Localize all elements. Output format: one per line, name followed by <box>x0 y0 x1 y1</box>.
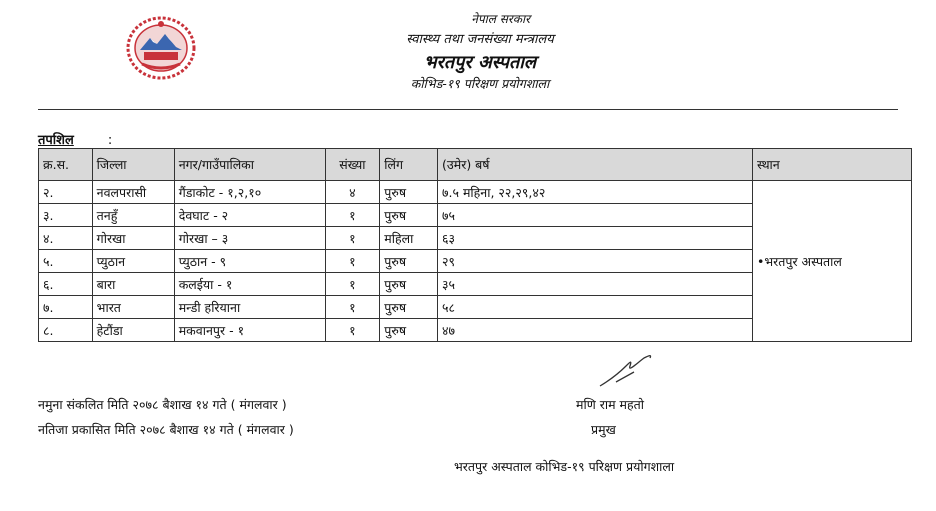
cell-age: ७५ <box>438 204 753 227</box>
cell-district: भारत <box>92 296 174 319</box>
details-label: तपशिल <box>38 133 74 148</box>
cell-place: •भरतपुर अस्पताल <box>752 181 911 342</box>
cell-municipality: देवघाट - २ <box>174 204 325 227</box>
hospital-title: भरतपुर अस्पताल <box>423 52 537 73</box>
results-table <box>38 148 912 342</box>
cell-age: ७.५ महिना, २२,२९,४२ <box>438 181 753 204</box>
header-divider <box>38 109 898 110</box>
cell-sn: ७. <box>39 296 93 319</box>
lab-title: कोभिड-१९ परिक्षण प्रयोगशाला <box>410 76 550 91</box>
header-count: संख्या <box>325 149 380 181</box>
header-sn: क्र.स. <box>39 149 93 181</box>
cell-count: १ <box>325 273 380 296</box>
cell-district: नवलपरासी <box>92 181 174 204</box>
table-header-row <box>39 149 912 181</box>
cell-sex: पुरुष <box>380 181 438 204</box>
cell-municipality: मन्डी हरियाना <box>174 296 325 319</box>
cell-sn: ५. <box>39 250 93 273</box>
header-district: जिल्ला <box>92 149 174 181</box>
cell-sn: ८. <box>39 319 93 342</box>
cell-age: ५८ <box>438 296 753 319</box>
header-age: (उमेर) बर्ष <box>438 149 753 181</box>
header-municipality: नगर/गाउँपालिका <box>174 149 325 181</box>
cell-count: १ <box>325 204 380 227</box>
header-place: स्थान <box>752 149 911 181</box>
government-title: नेपाल सरकार <box>471 12 530 26</box>
cell-sn: ४. <box>39 227 93 250</box>
cell-municipality: प्युठान - ९ <box>174 250 325 273</box>
cell-sn: २. <box>39 181 93 204</box>
signatory-title: प्रमुख <box>591 422 616 437</box>
cell-sex: महिला <box>380 227 438 250</box>
cell-municipality: कलईया - १ <box>174 273 325 296</box>
cell-district: गोरखा <box>92 227 174 250</box>
details-heading <box>38 130 112 148</box>
cell-sex: पुरुष <box>380 204 438 227</box>
sample-collection-date: नमुना संकलित मिति २०७८ बैशाख १४ गते ( मंगलवार ) <box>38 397 287 412</box>
signatory-name: मणि राम महतो <box>576 397 644 412</box>
cell-age: ४७ <box>438 319 753 342</box>
cell-count: १ <box>325 296 380 319</box>
cell-district: तनहुँ <box>92 204 174 227</box>
cell-sn: ६. <box>39 273 93 296</box>
cell-sn: ३. <box>39 204 93 227</box>
ministry-title: स्वास्थ्य तथा जनसंख्या मन्त्रालय <box>406 32 554 47</box>
cell-district: बारा <box>92 273 174 296</box>
cell-age: २९ <box>438 250 753 273</box>
nepal-government-emblem <box>124 14 198 80</box>
cell-sex: पुरुष <box>380 273 438 296</box>
cell-municipality: गैंडाकोट - १,२,१० <box>174 181 325 204</box>
result-publish-date: नतिजा प्रकासित मिति २०७८ बैशाख १४ गते ( मंगलवार ) <box>38 422 294 437</box>
cell-age: ६३ <box>438 227 753 250</box>
cell-district: प्युठान <box>92 250 174 273</box>
cell-district: हेटौंडा <box>92 319 174 342</box>
lab-signature-line: भरतपुर अस्पताल कोभिड-१९ परिक्षण प्रयोगशाला <box>454 459 675 474</box>
cell-municipality: गोरखा – ३ <box>174 227 325 250</box>
details-colon: : <box>107 133 113 148</box>
cell-age: ३५ <box>438 273 753 296</box>
cell-count: १ <box>325 319 380 342</box>
cell-municipality: मकवानपुर - १ <box>174 319 325 342</box>
cell-sex: पुरुष <box>380 319 438 342</box>
cell-count: १ <box>325 250 380 273</box>
cell-sex: पुरुष <box>380 250 438 273</box>
signature <box>596 352 656 392</box>
cell-count: ४ <box>325 181 380 204</box>
cell-sex: पुरुष <box>380 296 438 319</box>
cell-count: १ <box>325 227 380 250</box>
table-row <box>39 181 912 204</box>
header-sex: लिंग <box>380 149 438 181</box>
